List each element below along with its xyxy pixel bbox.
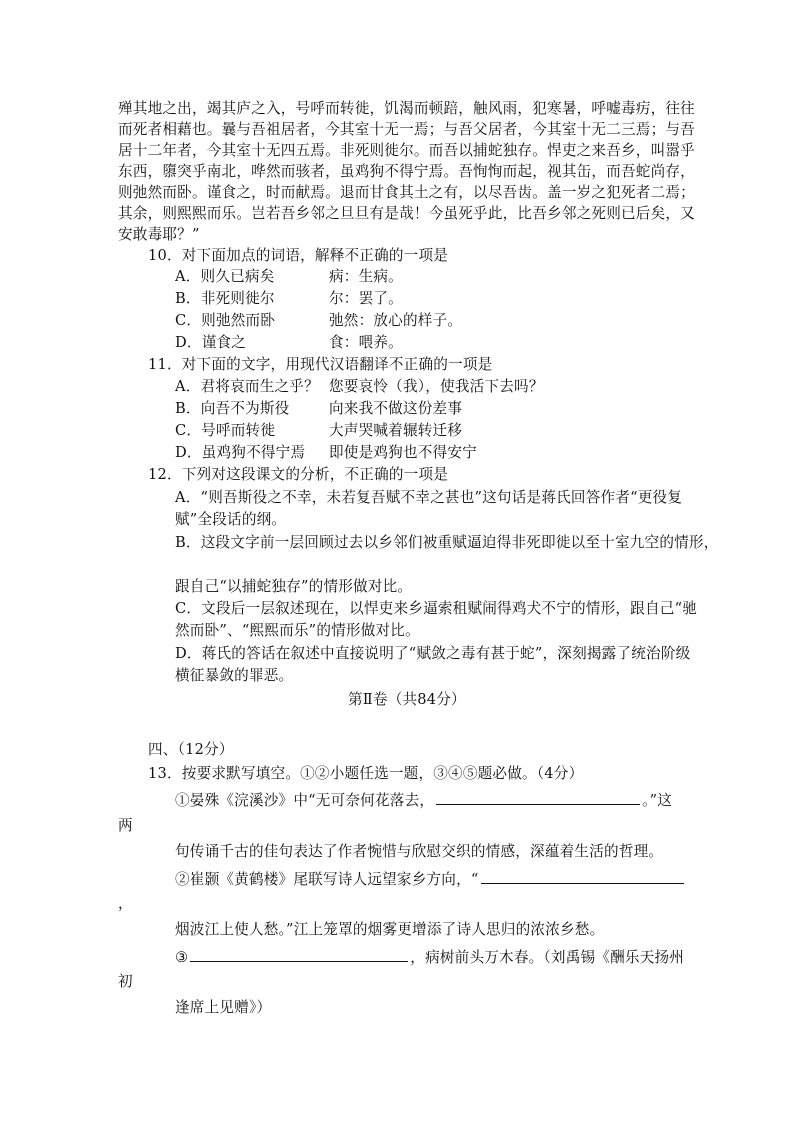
passage-line-6: 其余，则熙熙而乐。岂若吾乡邻之旦旦有是哉！今虽死乎此，比吾乡邻之死则已后矣，又 <box>118 205 695 222</box>
question-13-item-3-continuation: 逢席上见赠》） <box>175 999 272 1016</box>
question-10-gloss-d: 食：喂养。 <box>329 334 403 351</box>
question-12-stem: 12．下列对这段课文的分析，不正确的一项是 <box>148 466 449 483</box>
question-13-item-1-continuation: 句传诵千古的佳句表达了作者惋惜与欣慰交织的情感，深蕴着生活的哲理。 <box>175 843 664 860</box>
passage-line-2: 而死者相藉也。曩与吾祖居者，今其室十无一焉；与吾父居者，今其室十无二三焉；与吾 <box>118 121 695 138</box>
item-3-suffix: ，病树前头万木春。（刘禹锡《酬乐天扬州 <box>410 949 685 966</box>
question-10-option-a: A．则久已病矣 <box>175 268 275 285</box>
question-12-option-b-line-2: 跟自己“以捕蛇独存”的情形做对比。 <box>175 578 413 595</box>
question-13-item-3 <box>175 946 684 968</box>
question-13-item-2-continuation: 烟波江上使人愁。”江上笼罩的烟雾更增添了诗人思归的浓浓乡愁。 <box>175 921 605 938</box>
question-12-option-b-line-1: B．这段文字前一层回顾过去以乡邻们被重赋逼迫得非死即徙以至十室九空的情形， <box>175 534 719 551</box>
question-11-gloss-c: 大声哭喊着辗转迁移 <box>329 422 463 439</box>
question-10-option-d: D．谨食之 <box>175 334 247 351</box>
question-10-gloss-b: 尔：罢了。 <box>329 290 403 307</box>
question-10-stem: 10．对下面加点的词语，解释不正确的一项是 <box>148 247 449 264</box>
question-13-item-2-wrap: ， <box>118 895 133 912</box>
item-1-answer-blank[interactable] <box>436 789 640 805</box>
question-13-stem: 13．按要求默写填空。①②小题任选一题，③④⑤题必做。（4分） <box>148 765 584 782</box>
question-12-option-d-line-1: D．蒋氏的答话在叙述中直接说明了“赋敛之毒有甚于蛇”，深刻揭露了统治阶级 <box>175 645 691 662</box>
question-11-option-d: D．虽鸡狗不得宁焉 <box>175 444 306 461</box>
question-11-option-c: C．号呼而转徙 <box>175 422 276 439</box>
item-2-prefix: ②崔颢《黄鹤楼》尾联写诗人远望家乡方向，“ <box>175 871 479 888</box>
question-11-stem: 11．对下面的文字，用现代汉语翻译不正确的一项是 <box>148 356 493 373</box>
volume-2-heading: 第Ⅱ卷（共84分） <box>348 691 466 708</box>
passage-line-1: 殚其地之出，竭其庐之入，号呼而转徙，饥渴而顿踣，触风雨，犯寒暑，呼嘘毒疠，往往 <box>118 100 695 117</box>
passage-line-5: 则弛然而卧。谨食之，时而献焉。退而甘食其土之有，以尽吾齿。盖一岁之犯死者二焉； <box>118 184 695 201</box>
question-11-gloss-b: 向来我不做这份差事 <box>329 400 463 417</box>
question-13-item-2 <box>175 868 686 890</box>
question-11-option-a: A．君将哀而生之乎？ <box>175 378 319 395</box>
question-12-option-c-line-1: C．文段后一层叙述现在，以悍吏来乡逼索租赋闹得鸡犬不宁的情形，跟自己“驰 <box>175 600 698 617</box>
question-12-option-c-line-2: 然而卧”、“熙熙而乐”的情形做对比。 <box>175 622 420 639</box>
passage-line-3: 居十二年者，今其室十无四五焉。非死则徙尔。而吾以捕蛇独存。悍吏之来吾乡，叫嚣乎 <box>118 142 695 159</box>
question-10-gloss-a: 病：生病。 <box>329 268 403 285</box>
question-10-option-c: C．则弛然而卧 <box>175 312 276 329</box>
item-1-prefix: ①晏殊《浣溪沙》中“无可奈何花落去， <box>175 792 435 809</box>
item-3-answer-blank[interactable] <box>190 946 408 962</box>
item-1-suffix: 。”这 <box>642 792 673 809</box>
question-12-option-a-line-2: 赋”全段话的纲。 <box>175 511 287 528</box>
question-10-option-b: B．非死则徙尔 <box>175 290 275 307</box>
question-12-option-d-line-2: 横征暴敛的罪恶。 <box>175 667 294 684</box>
question-13-item-3-wrap: 初 <box>118 973 133 990</box>
question-13-item-1 <box>175 789 672 811</box>
question-11-gloss-a: 您要哀怜（我），使我活下去吗？ <box>329 378 544 395</box>
item-2-answer-blank[interactable] <box>481 868 684 884</box>
passage-line-4: 东西，隳突乎南北，哗然而骇者，虽鸡狗不得宁焉。吾恂恂而起，视其缶，而吾蛇尚存， <box>118 163 695 180</box>
passage-line-7: 安敢毒耶？” <box>118 226 200 243</box>
question-12-option-a-line-1: A．“则吾斯役之不幸，未若复吾赋不幸之甚也”这句话是蒋氏回答作者“更役复 <box>175 489 683 506</box>
question-10-gloss-c: 弛然：放心的样子。 <box>329 312 463 329</box>
question-11-gloss-d: 即使是鸡狗也不得安宁 <box>329 444 477 461</box>
question-11-option-b: B．向吾不为斯役 <box>175 400 290 417</box>
question-13-item-1-wrap: 两 <box>118 817 133 834</box>
item-3-prefix: ③ <box>175 949 189 966</box>
section-4-heading: 四、（12分） <box>148 741 234 758</box>
